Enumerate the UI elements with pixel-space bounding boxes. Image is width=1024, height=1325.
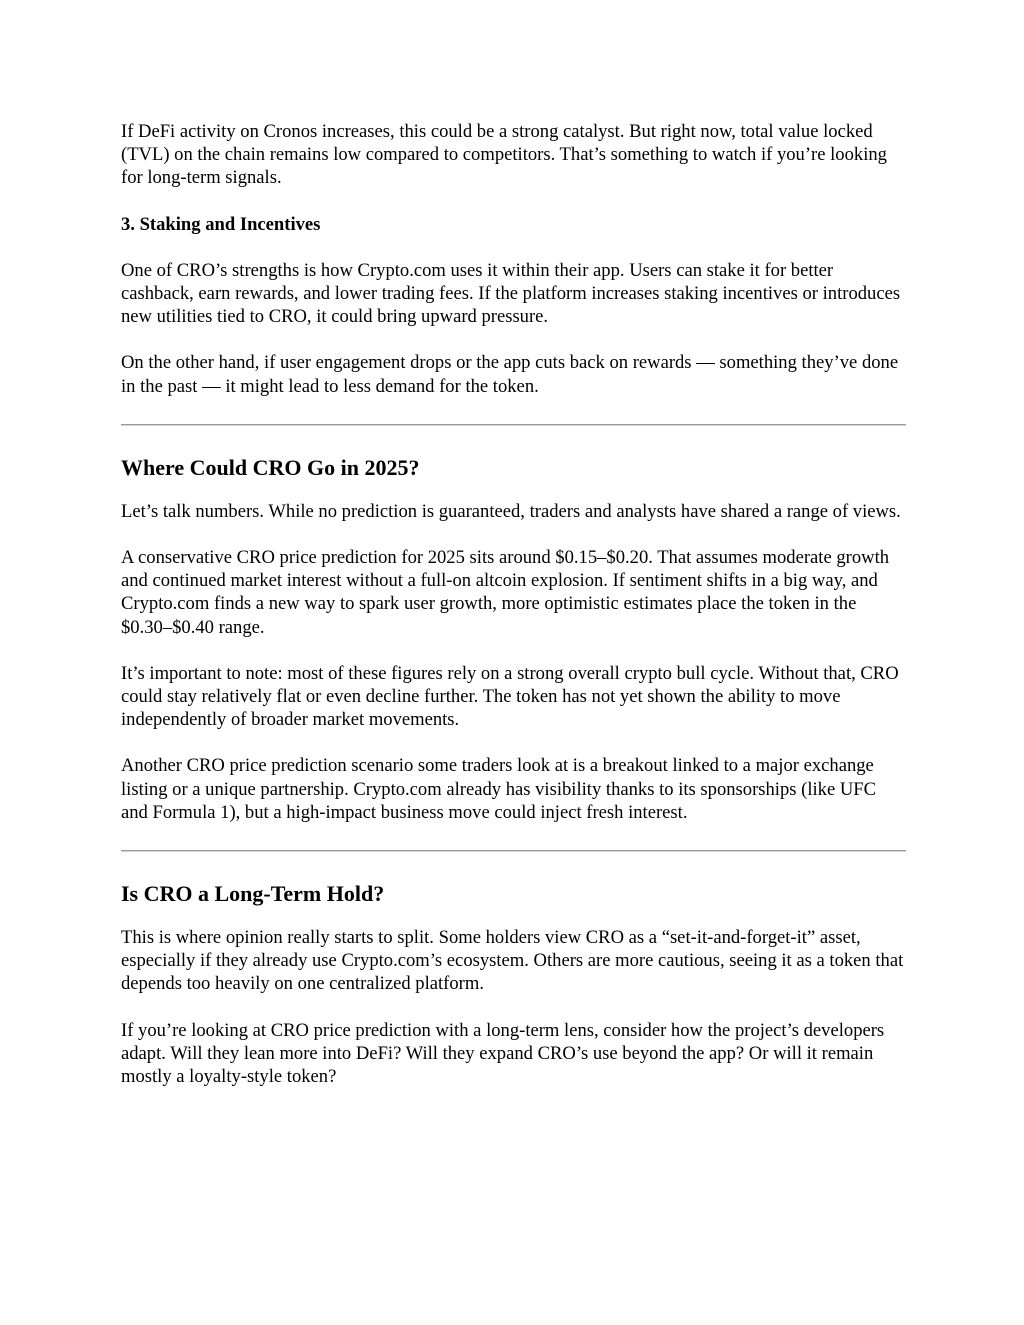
paragraph-staking-strengths: One of CRO’s strengths is how Crypto.com uses it within their app. Users can stake it for better cashback, earn rewards, and lower trading fees. If the platform increases staking incentives or introduces new utilities tied to CRO, it could bring upward pressure. xyxy=(121,259,901,328)
document-page xyxy=(121,120,906,1088)
heading-long-term-hold: Is CRO a Long-Term Hold? xyxy=(121,881,385,907)
paragraph-opinion-split: This is where opinion really starts to split. Some holders view CRO as a “set-it-and-forget-it” asset, especially if they already use Crypto.com’s ecosystem. Others are more cautious, seeing it as a token that depends too heavily on one centralized platform. xyxy=(121,927,904,995)
paragraph-long-term-lens: If you’re looking at CRO price prediction with a long-term lens, consider how the project’s developers adapt. Will they lean more into DeFi? Will they expand CRO’s use beyond the app? Or will it remain mostly a loyalty-style token? xyxy=(121,1019,885,1088)
paragraph-talk-numbers: Let’s talk numbers. While no prediction is guaranteed, traders and analysts have shared a range of views. xyxy=(121,500,901,522)
heading-2025-outlook: Where Could CRO Go in 2025? xyxy=(121,454,420,480)
paragraph-conservative-prediction: A conservative CRO price prediction for 2025 sits around $0.15–$0.20. That assumes moderate growth and continued market interest without a full-on altcoin explosion. If sentiment shifts in a big way, and Crypto.com finds a new way to spark user growth, more optimistic estimates place the token in the $0.30–$0.40 range. xyxy=(121,547,890,638)
subheading-staking: 3. Staking and Incentives xyxy=(121,213,321,235)
paragraph-defi-catalyst: If DeFi activity on Cronos increases, this could be a strong catalyst. But right now, total value locked (TVL) on the chain remains low compared to competitors. That’s something to watch if you’re looking for long-term signals. xyxy=(121,121,887,189)
paragraph-staking-risk: On the other hand, if user engagement drops or the app cuts back on rewards — something they’ve done in the past — it might lead to less demand for the token. xyxy=(121,352,899,397)
paragraph-bull-cycle-note: It’s important to note: most of these figures rely on a strong overall crypto bull cycle. Without that, CRO could stay relatively flat or even decline further. The token has not yet shown the ability to move independently of broader market movements. xyxy=(121,662,899,731)
paragraph-breakout-scenario: Another CRO price prediction scenario some traders look at is a breakout linked to a major exchange listing or a unique partnership. Crypto.com already has visibility thanks to its sponsorships (like UFC and Formula 1), but a high-impact business move could inject fresh interest. xyxy=(121,755,877,823)
